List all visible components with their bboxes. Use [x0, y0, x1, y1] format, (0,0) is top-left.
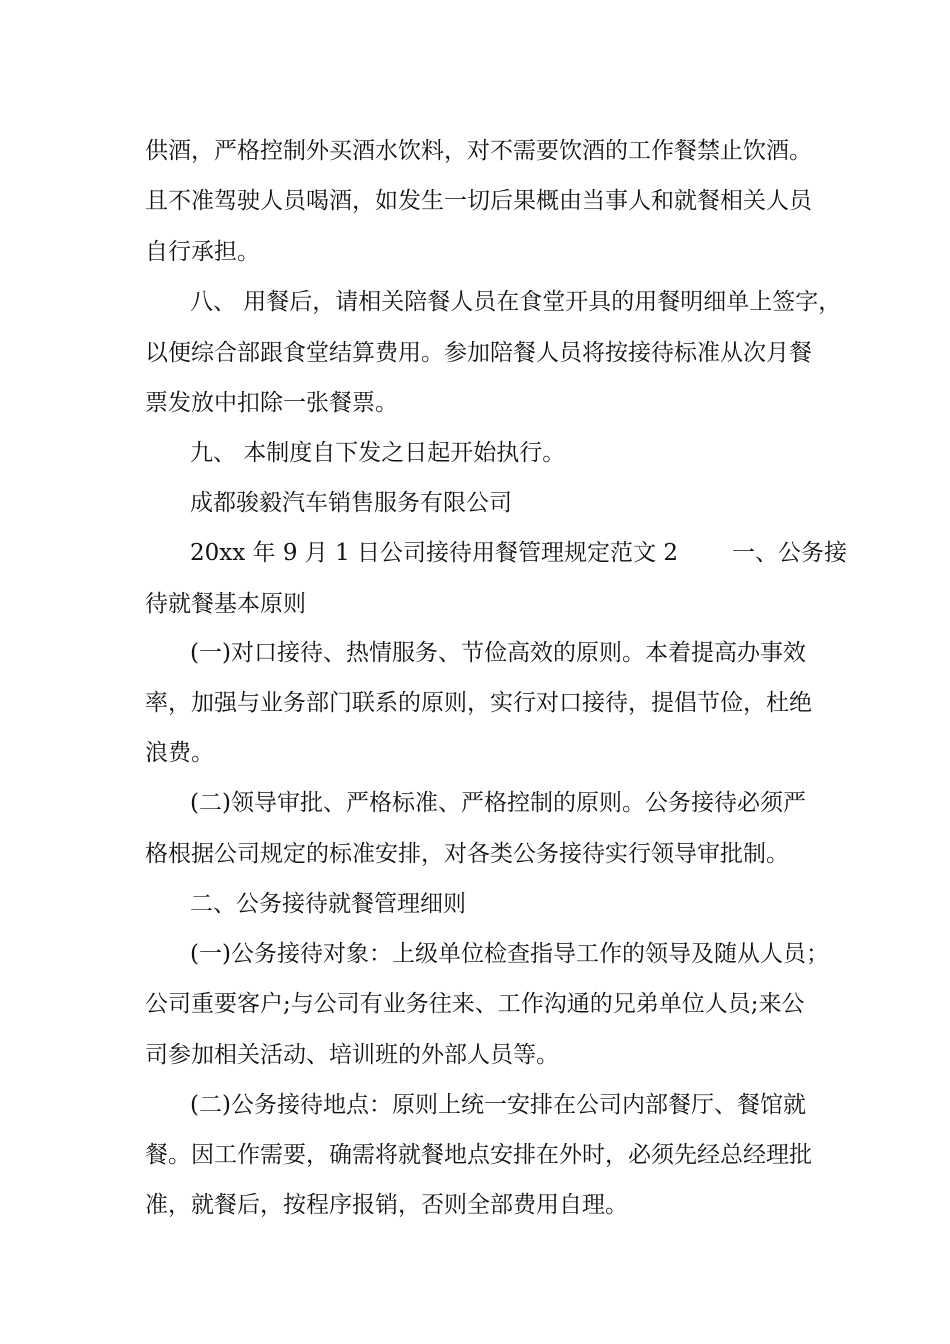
section-heading: 二、公务接待就餐管理细则	[190, 891, 466, 917]
text-line: (二)领导审批、严格标准、严格控制的原则。公务接待必须严	[190, 790, 806, 816]
text-line: 自行承担。	[145, 239, 260, 265]
company-name: 成都骏毅汽车销售服务有限公司	[190, 490, 512, 516]
text-line: 率，加强与业务部门联系的原则，实行对口接待，提倡节俭，杜绝	[145, 690, 812, 716]
section-heading: 一、公务接	[731, 540, 847, 566]
text-line: 浪费。	[145, 740, 214, 766]
text-line: (二)公务接待地点：原则上统一安排在公司内部餐厅、餐馆就	[190, 1092, 806, 1118]
text-line: 且不准驾驶人员喝酒，如发生一切后果概由当事人和就餐相关人员	[145, 188, 812, 214]
text-line: 准，就餐后，按程序报销，否则全部费用自理。	[145, 1192, 628, 1218]
text-line: 待就餐基本原则	[145, 591, 306, 617]
text-line: 公司重要客户;与公司有业务往来、工作沟通的兄弟单位人员;来公	[145, 991, 805, 1017]
text-line	[190, 538, 847, 568]
text-line: 以便综合部跟食堂结算费用。参加陪餐人员将按接待标准从次月餐	[145, 340, 812, 366]
text-line: 格根据公司规定的标准安排，对各类公务接待实行领导审批制。	[145, 841, 789, 867]
text-line: (一)对口接待、热情服务、节俭高效的原则。本着提高办事效	[190, 640, 806, 666]
text-line: 司参加相关活动、培训班的外部人员等。	[145, 1042, 559, 1068]
text-line: 八、 用餐后，请相关陪餐人员在食堂开具的用餐明细单上签字，	[190, 289, 842, 315]
text-line: 九、 本制度自下发之日起开始执行。	[190, 440, 566, 466]
document-title: 20xx 年 9 月 1 日公司接待用餐管理规定范文 2	[190, 540, 678, 566]
text-line: (一)公务接待对象：上级单位检查指导工作的领导及随从人员；	[190, 941, 829, 967]
text-line: 餐。因工作需要，确需将就餐地点安排在外时，必须先经总经理批	[145, 1142, 812, 1168]
text-line: 票发放中扣除一张餐票。	[145, 390, 398, 416]
text-line: 供酒，严格控制外买酒水饮料，对不需要饮酒的工作餐禁止饮酒。	[145, 138, 812, 164]
